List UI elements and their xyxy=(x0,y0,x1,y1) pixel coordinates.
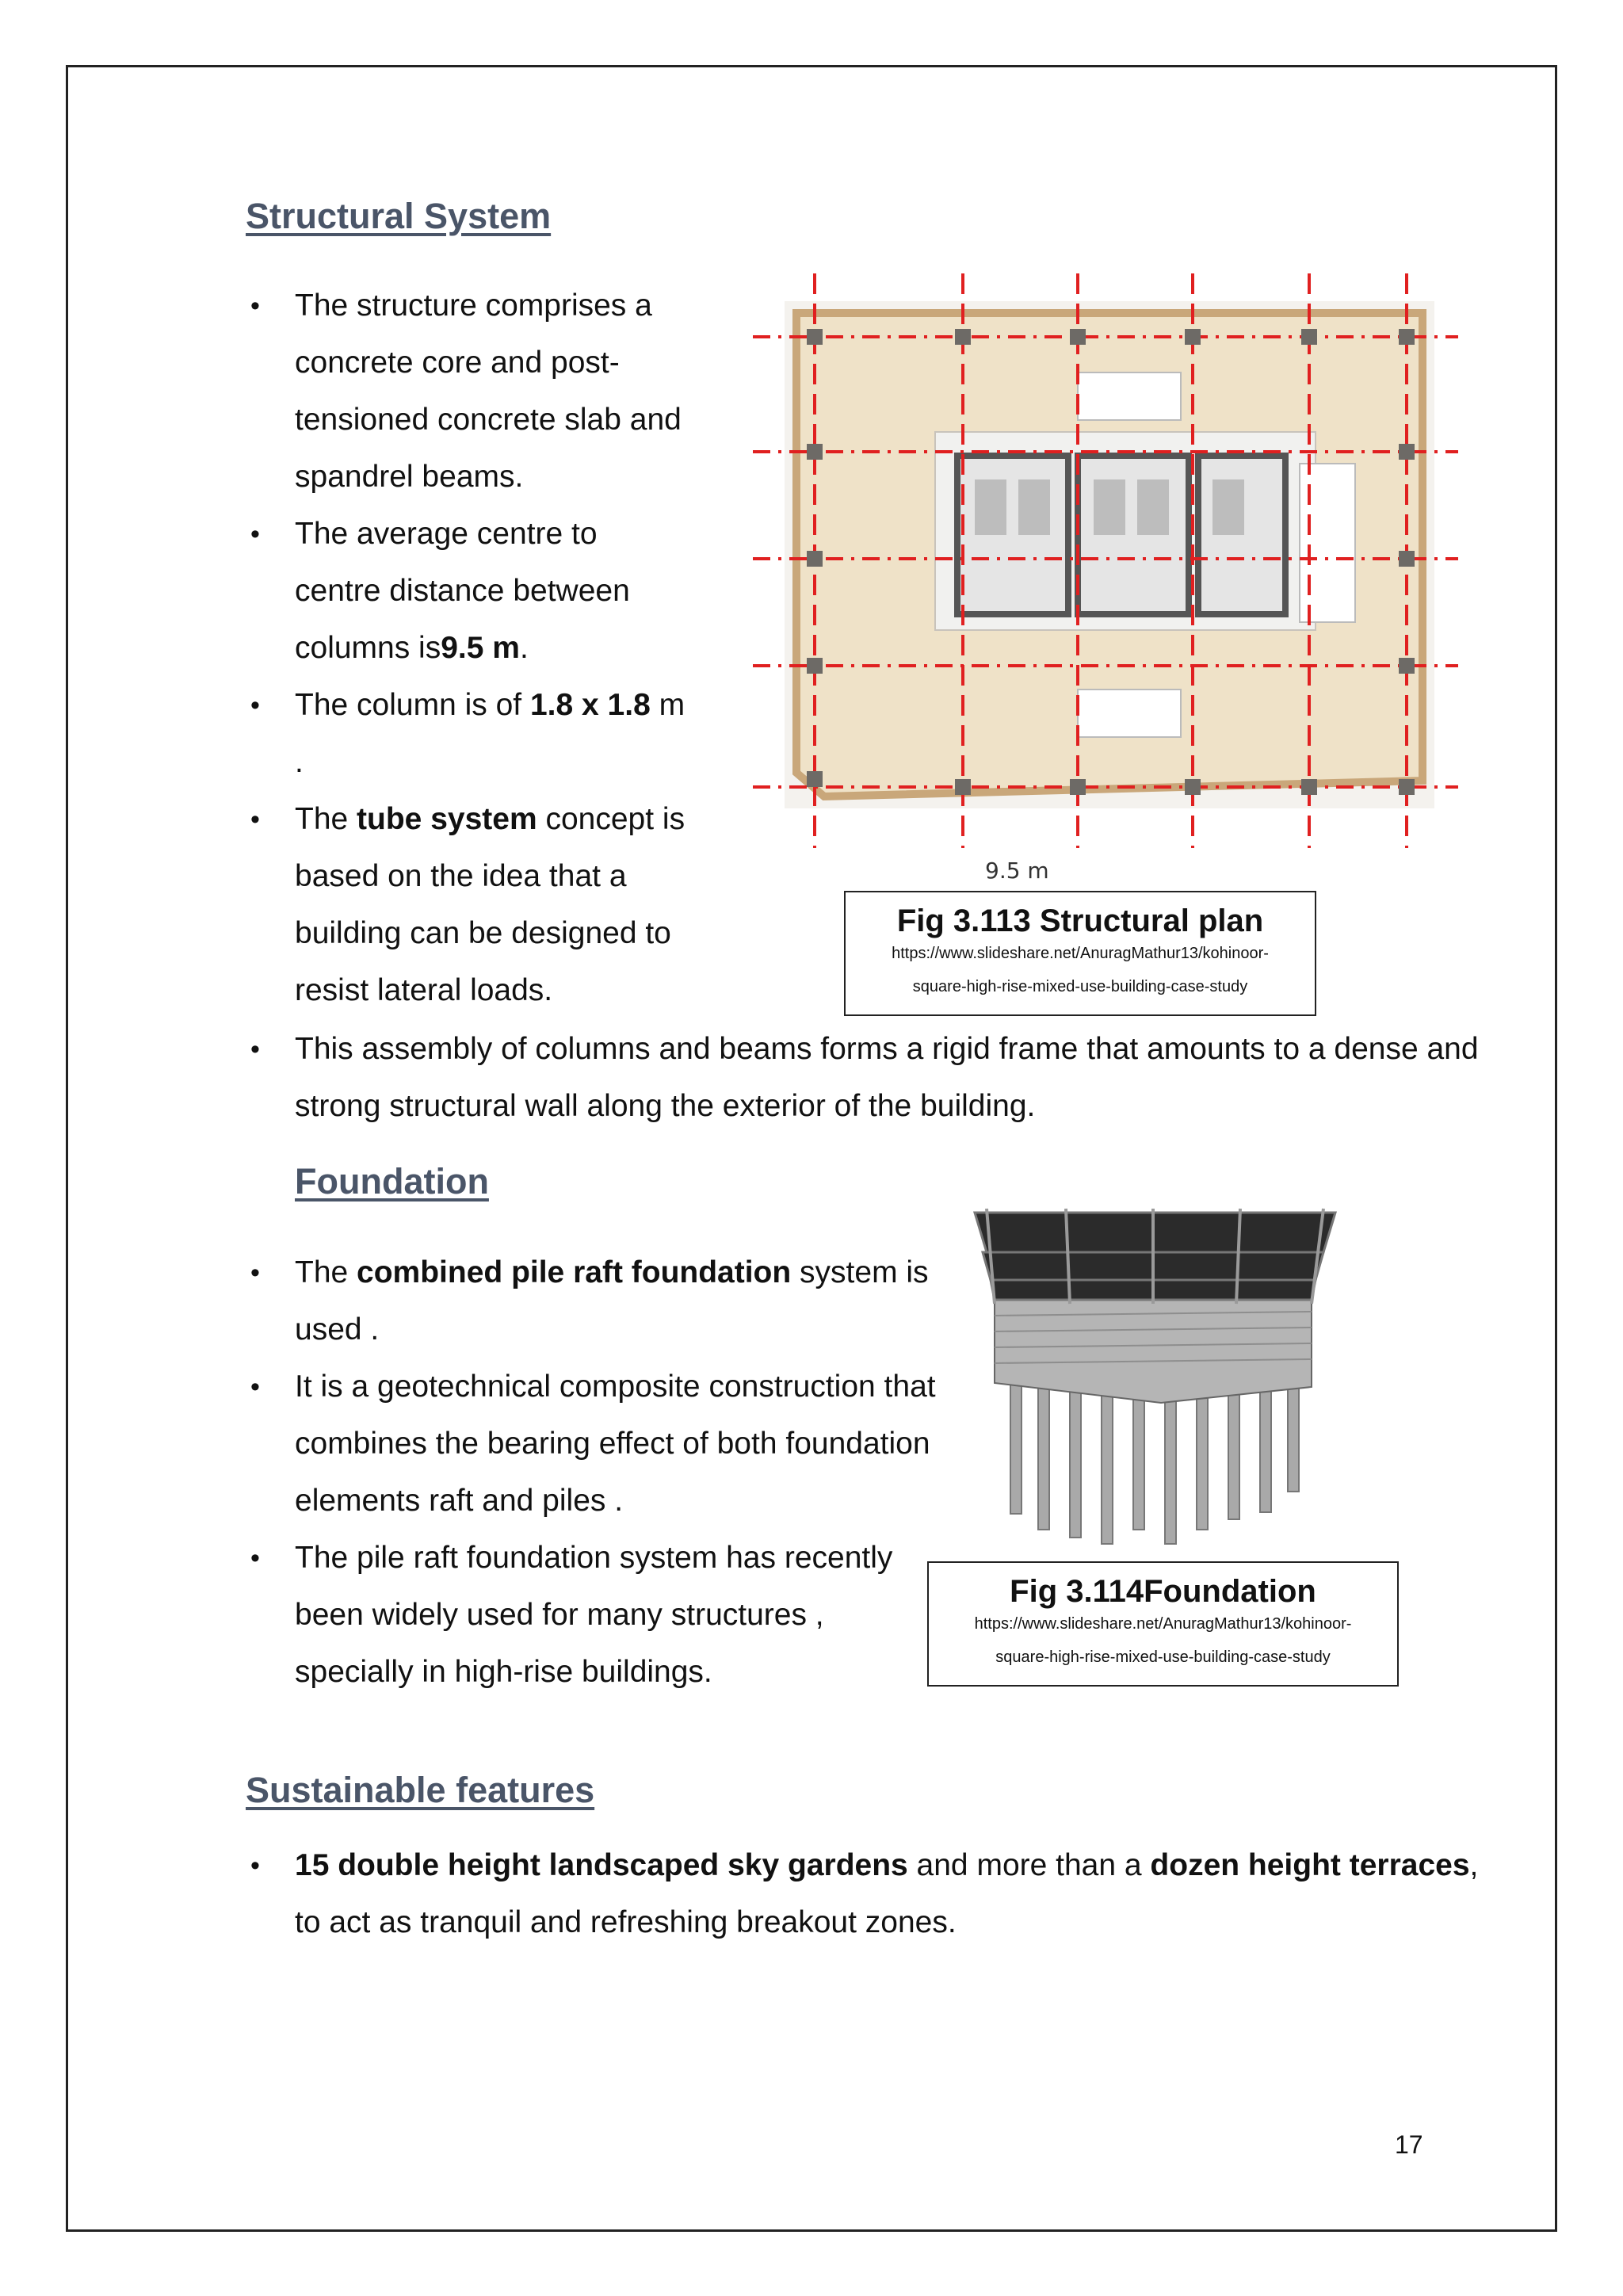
heading-foundation: Foundation xyxy=(295,1161,489,1201)
bullet-text: and more than a xyxy=(907,1848,1151,1882)
bullet-text: , to act as tranquil and refreshing breakout zones. xyxy=(295,1848,1479,1939)
bullet-bold: tube system xyxy=(357,802,537,836)
bullet-text: The xyxy=(295,1255,357,1289)
structural-bullet-3 xyxy=(246,677,689,791)
bullet-text: The xyxy=(295,802,357,836)
structural-bullet-2 xyxy=(246,506,689,677)
floors xyxy=(975,1213,1335,1300)
foundation-bullet-1 xyxy=(246,1244,943,1358)
bullet-text: The structure comprises a concrete core and post-tensioned concrete slab and spandrel beams. xyxy=(295,288,682,494)
structural-list-wide xyxy=(246,1021,1482,1135)
sustainable-bullet-1 xyxy=(246,1837,1482,1951)
heading-sustainable-features: Sustainable features xyxy=(246,1770,595,1810)
foundation-bullet-2 xyxy=(246,1358,943,1530)
bullet-text: It is a geotechnical composite construction that combines the bearing effect of both foundation elements raft and piles . xyxy=(295,1370,936,1518)
bullet-bold: 1.8 x 1.8 xyxy=(529,688,651,722)
room-bottom xyxy=(1078,690,1181,737)
bullet-text: The column is of xyxy=(295,688,530,722)
structural-list xyxy=(246,277,689,1019)
fig2-caption-box xyxy=(927,1561,1399,1687)
fig1-source: https://www.slideshare.net/AnuragMathur13/kohinoor-square-high-rise-mixed-use-building-case-study xyxy=(892,945,1269,995)
room-top xyxy=(1078,372,1181,420)
bullet-text: system is used . xyxy=(295,1255,929,1347)
bullet-text: concept is based on the idea that a building can be designed to resist lateral loads. xyxy=(295,802,685,1007)
heading-structural-system: Structural System xyxy=(246,196,552,236)
bullet-bold: 15 double height landscaped sky gardens xyxy=(295,1848,908,1882)
page-number: 17 xyxy=(1395,2130,1423,2159)
fig1-caption-box xyxy=(844,891,1316,1016)
foundation-bullet-3 xyxy=(246,1530,943,1701)
fig2-caption: Fig 3.114Foundation xyxy=(1010,1574,1316,1609)
bullet-text: This assembly of columns and beams forms a rigid frame that amounts to a dense and strong structural wall along the exterior of the building. xyxy=(295,1032,1479,1123)
structural-bullet-1 xyxy=(246,277,689,506)
sustainable-list xyxy=(246,1837,1482,1951)
bullet-text: . xyxy=(519,631,529,665)
bullet-bold: 9.5 m xyxy=(441,631,520,665)
fig1-caption: Fig 3.113 Structural plan xyxy=(896,904,1264,938)
structural-bullet-4 xyxy=(246,791,689,1019)
bullet-text: The pile raft foundation system has recently been widely used for many structures , specially in high-rise buildings. xyxy=(295,1541,893,1689)
foundation-figure xyxy=(963,1205,1343,1553)
structural-bullet-5 xyxy=(246,1021,1482,1135)
bullet-text: The average centre to centre distance between columns is xyxy=(295,517,630,665)
bullet-text: m . xyxy=(295,688,685,779)
fig2-source: https://www.slideshare.net/AnuragMathur13/kohinoor-square-high-rise-mixed-use-building-case-study xyxy=(974,1615,1352,1666)
dimension-label: 9.5 m xyxy=(985,858,1049,884)
structural-plan-figure xyxy=(745,273,1458,884)
bullet-bold: dozen height terraces xyxy=(1150,1848,1470,1882)
foundation-list xyxy=(246,1244,943,1701)
bullet-bold: combined pile raft foundation xyxy=(357,1255,792,1289)
